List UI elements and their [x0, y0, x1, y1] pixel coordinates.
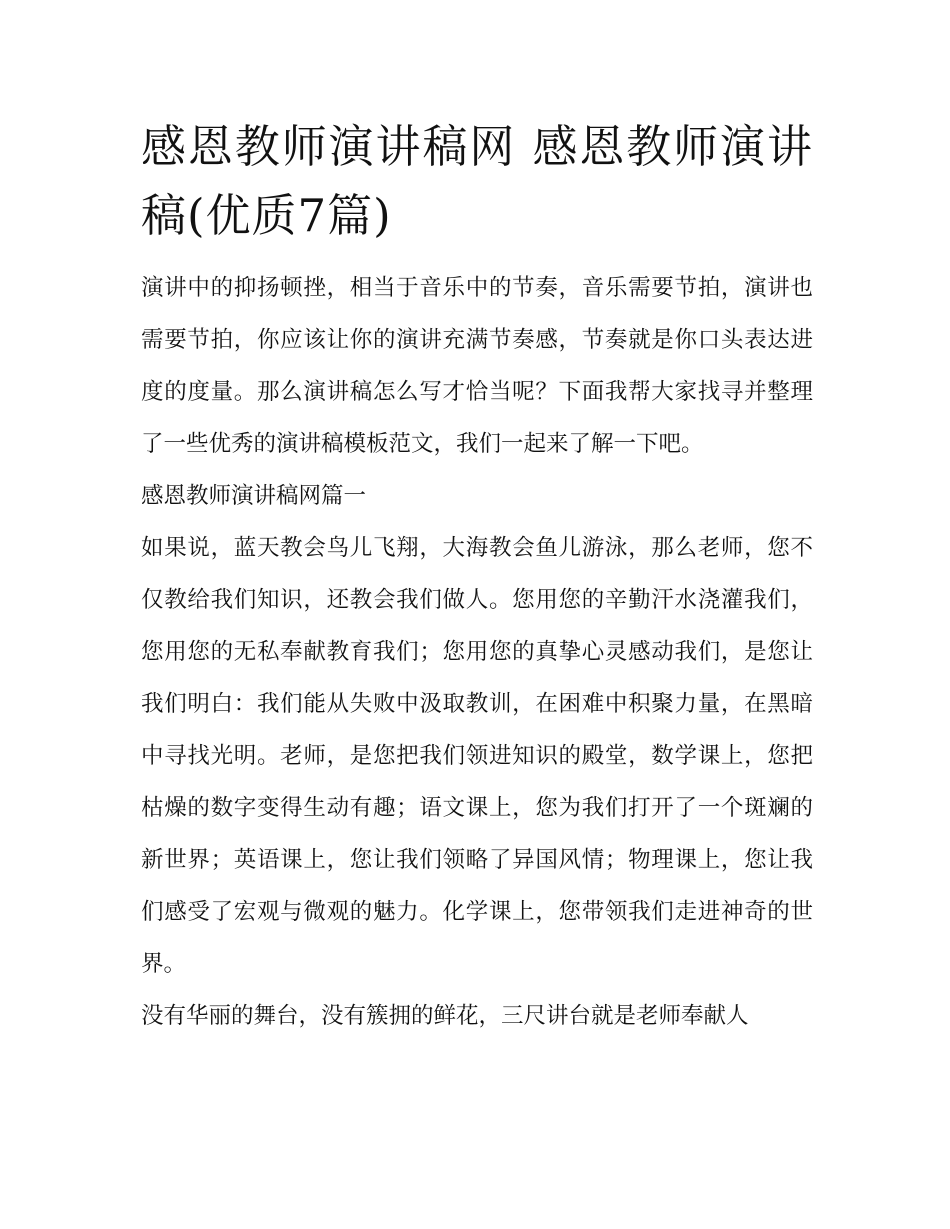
document-title: 感恩教师演讲稿网 感恩教师演讲稿(优质7篇): [141, 120, 813, 242]
document-body: [141, 112, 813, 1042]
body-paragraph-2: 没有华丽的舞台，没有簇拥的鲜花，三尺讲台就是老师奉献人: [141, 1003, 749, 1029]
section-heading: 感恩教师演讲稿网篇一: [141, 483, 367, 509]
intro-paragraph: 演讲中的抑扬顿挫，相当于音乐中的节奏，音乐需要节拍，演讲也需要节拍，你应该让你的演讲充满节奏感，节奏就是你口头表达进度的度量。那么演讲稿怎么写才恰当呢？下面我帮大家找寻并整理了一些优秀的演讲稿模板范文，我们一起来了解一下吧。: [141, 275, 813, 457]
body-paragraph-1: 如果说，蓝天教会鸟儿飞翔，大海教会鱼儿游泳，那么老师，您不仅教给我们知识，还教会我们做人。您用您的辛勤汗水浇灌我们，您用您的无私奉献教育我们；您用您的真挚心灵感动我们，是您让我们明白：我们能从失败中汲取教训，在困难中积聚力量，在黑暗中寻找光明。老师，是您把我们领进知识的殿堂，数学课上，您把枯燥的数字变得生动有趣；语文课上，您为我们打开了一个斑斓的新世界；英语课上，您让我们领略了异国风情；物理课上，您让我们感受了宏观与微观的魅力。化学课上，您带领我们走进神奇的世界。: [141, 535, 813, 977]
